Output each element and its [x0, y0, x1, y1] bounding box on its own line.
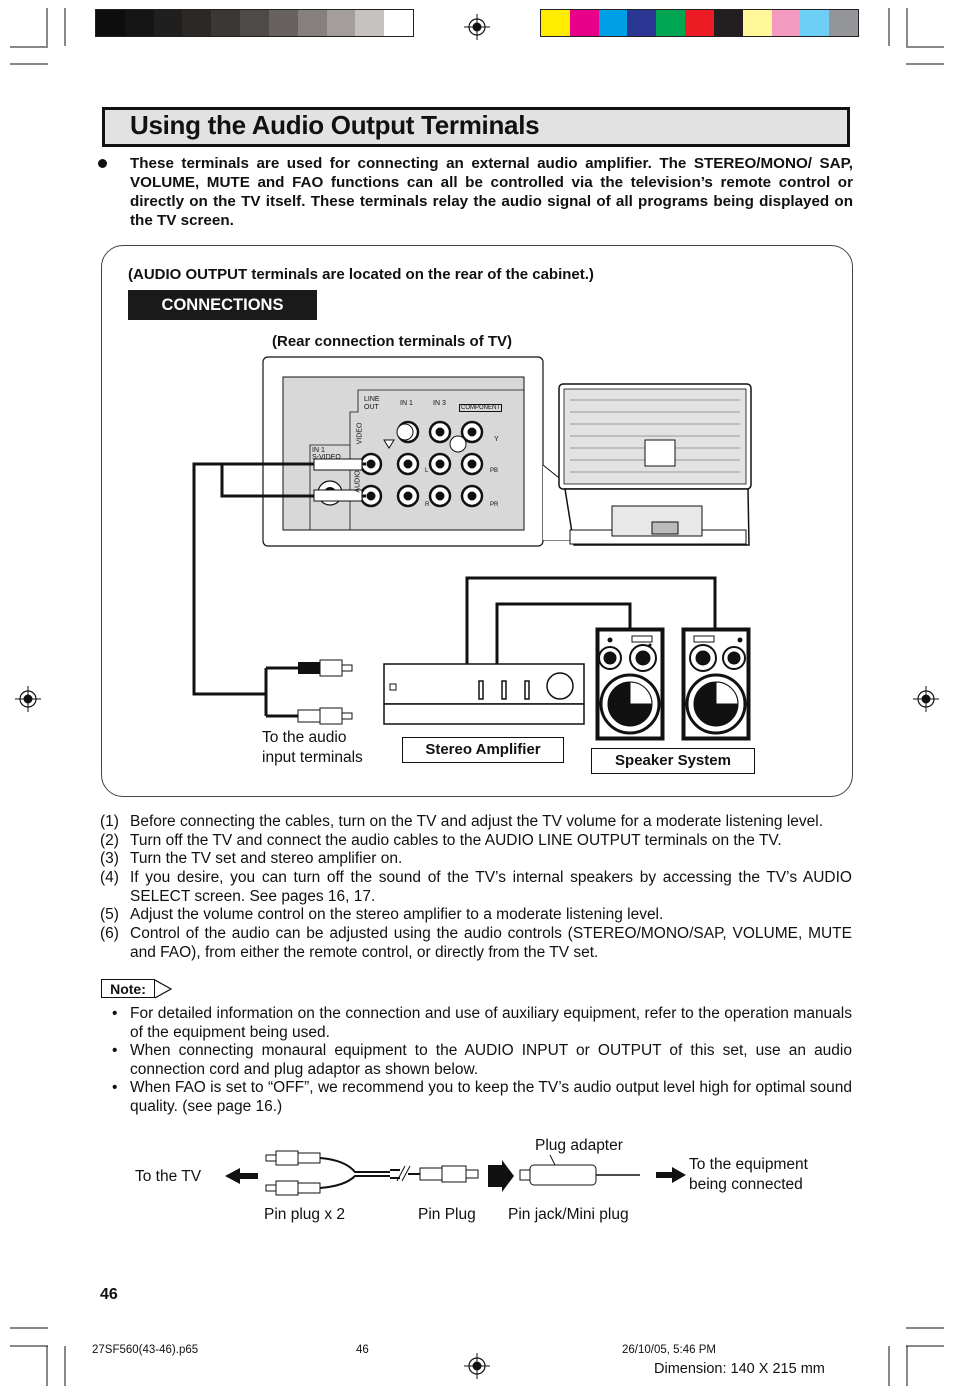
connections-label: CONNECTIONS — [128, 290, 317, 320]
pr-label: PR — [490, 502, 499, 508]
pin-plug-label: Pin Plug — [418, 1206, 476, 1223]
to-the-tv-label: To the TV — [135, 1168, 202, 1185]
line-out-label: LINE OUT — [364, 396, 380, 411]
plug-adapter-icon — [520, 1155, 640, 1185]
audio-label: AUDIO — [354, 470, 362, 493]
video-label: VIDEO — [356, 422, 364, 445]
arrow-right-icon-2 — [656, 1167, 686, 1183]
note-item-3: • When FAO is set to “OFF”, we recommend you to keep the TV’s audio output level high for optimal sound quality. (see page 16.) — [112, 1079, 852, 1115]
rear-terminals-label: (Rear connection terminals of TV) — [272, 333, 513, 350]
in1-svideo-label: IN 1 S-VIDEO — [312, 447, 341, 461]
y-label: Y — [494, 436, 499, 443]
speaker-system-label: Speaker System — [591, 748, 755, 774]
pin-jack-label: Pin jack/Mini plug — [508, 1206, 629, 1223]
step-6: (6) Control of the audio can be adjusted using the audio controls (STEREO/MONO/SAP, VOLUME, MUTE and FAO), from either the remote control, or directly from the TV set. — [100, 925, 852, 961]
arrow-right-icon — [488, 1160, 514, 1192]
to-audio-input-line2: input terminals — [262, 749, 363, 766]
r-label: R — [425, 502, 430, 508]
stereo-amplifier-label: Stereo Amplifier — [402, 737, 564, 763]
step-2: (2) Turn off the TV and connect the audio cables to the AUDIO LINE OUTPUT terminals on the TV. — [100, 832, 782, 849]
footer-page: 46 — [356, 1344, 369, 1356]
page-number: 46 — [100, 1286, 118, 1303]
l-label: L — [425, 468, 429, 474]
in1-label: IN 1 — [400, 400, 413, 407]
footer-file: 27SF560(43-46).p65 — [92, 1344, 199, 1356]
dual-pin-plug — [266, 1151, 478, 1195]
plug-adapter-label: Plug adapter — [535, 1137, 623, 1154]
intro-paragraph: These terminals are used for connecting an external audio amplifier. The STEREO/MONO/ SAP, VOLUME, MUTE and FAO functions can all be controlled via the television’s remote control or directly on the TV itself. These terminals relay the audio signal of all programs being displayed on the TV screen. — [130, 155, 853, 229]
pb-label: PB — [490, 468, 499, 474]
footer-date: 26/10/05, 5:46 PM — [622, 1344, 716, 1356]
to-audio-input-line1: To the audio — [262, 729, 347, 746]
to-equipment-line2: being connected — [689, 1176, 803, 1193]
step-3: (3) Turn the TV set and stereo amplifier on. — [100, 850, 403, 867]
component-label: COMPONENT — [461, 405, 500, 411]
arrow-left-icon — [225, 1168, 258, 1184]
pin-plug-x2-label: Pin plug x 2 — [264, 1206, 345, 1223]
note-item-2: • When connecting monaural equipment to the AUDIO INPUT or OUTPUT of this set, use an audio connection cord and plug adaptor as shown below. — [112, 1042, 852, 1078]
in3-label: IN 3 — [433, 400, 446, 407]
footer-dimension: Dimension: 140 X 215 mm — [654, 1361, 825, 1377]
step-1: (1) Before connecting the cables, turn on the TV and adjust the TV volume for a moderate listening level. — [100, 813, 824, 830]
step-5: (5) Adjust the volume control on the stereo amplifier to a moderate listening level. — [100, 906, 664, 923]
page-title: Using the Audio Output Terminals — [130, 110, 540, 140]
to-equipment-line1: To the equipment — [689, 1156, 808, 1173]
step-4: (4) If you desire, you can turn off the sound of the TV’s internal speakers by accessing the TV’s AUDIO SELECT screen. See pages 16, 17. — [100, 869, 852, 905]
note-label: Note: — [101, 979, 155, 998]
note-item-1: • For detailed information on the connection and use of auxiliary equipment, refer to the operation manuals of the equipment being used. — [112, 1005, 852, 1041]
location-note: (AUDIO OUTPUT terminals are located on the rear of the cabinet.) — [128, 266, 594, 283]
